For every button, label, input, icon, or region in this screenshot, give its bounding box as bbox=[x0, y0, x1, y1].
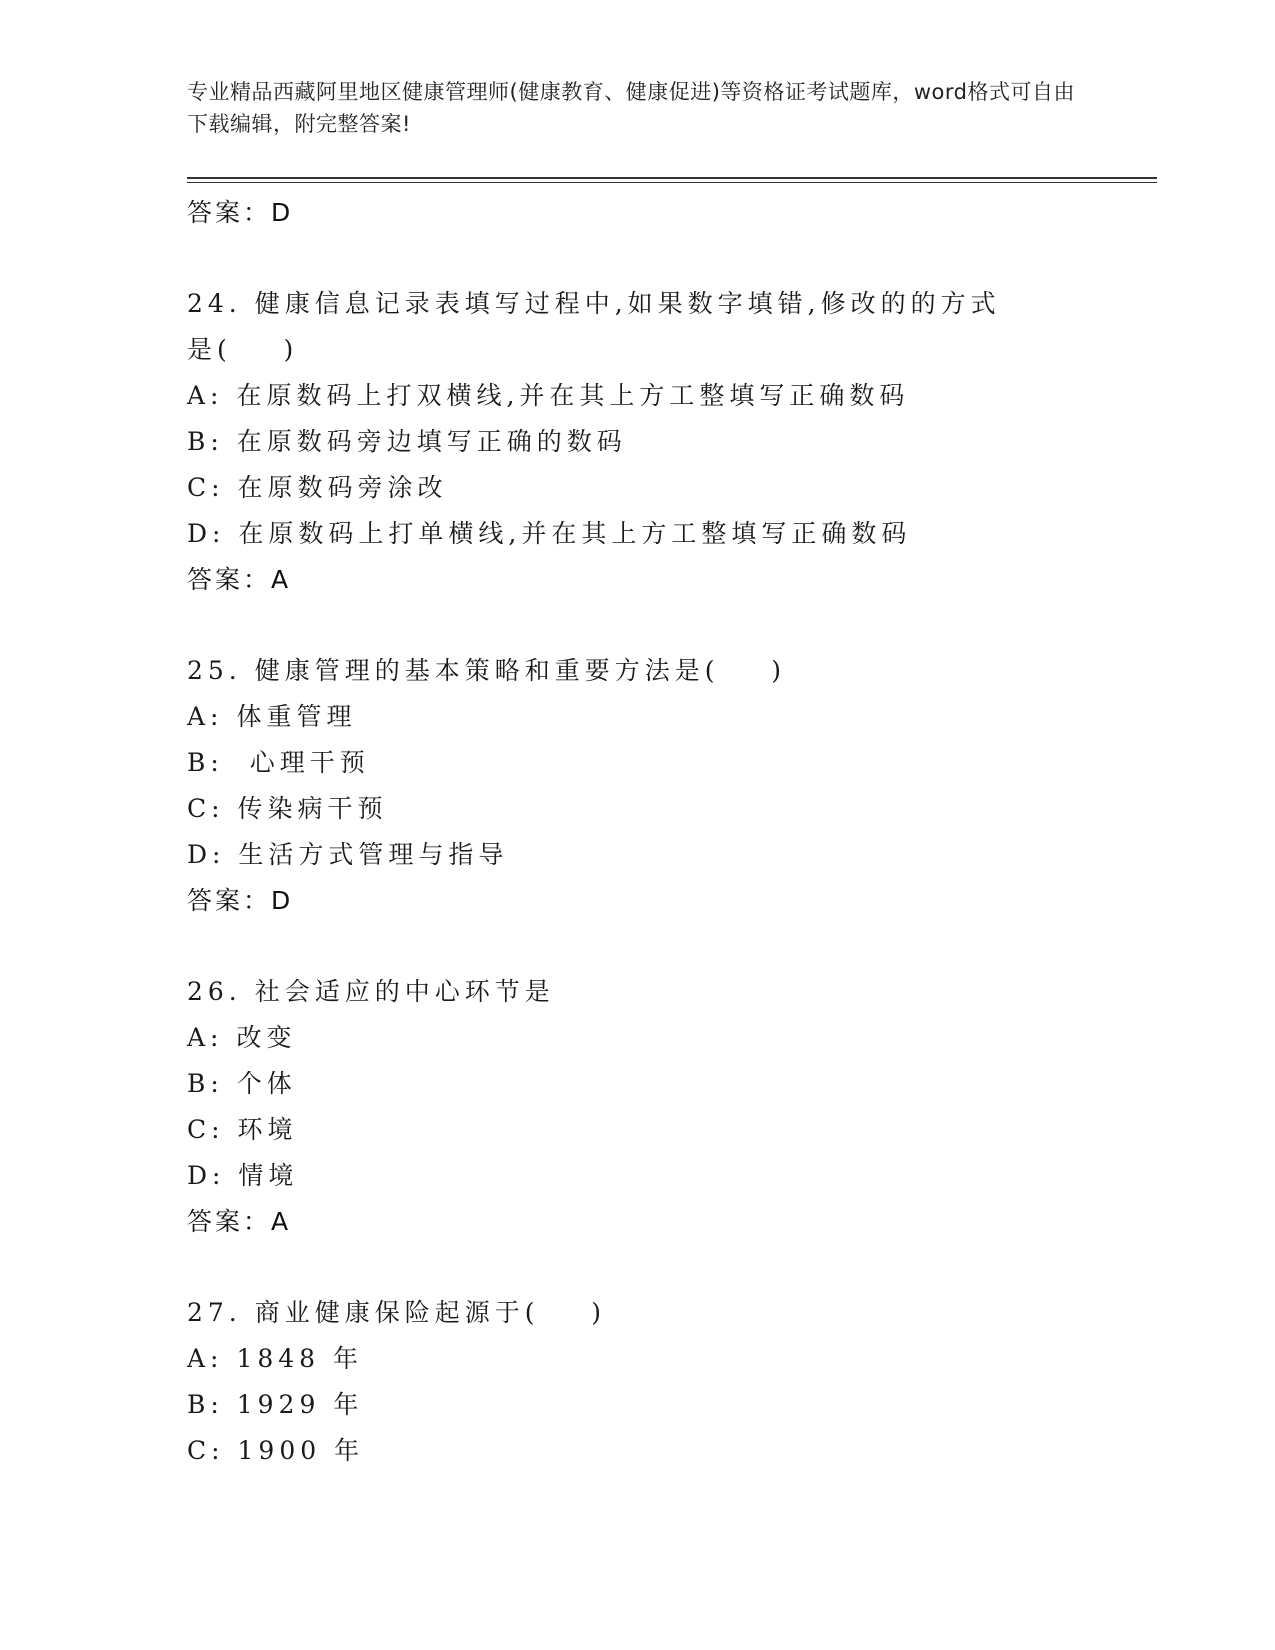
question-text bbox=[187, 969, 1147, 1015]
option-key: A: bbox=[187, 1023, 224, 1052]
document-body bbox=[187, 190, 1147, 1474]
answer-line bbox=[187, 557, 1147, 603]
option-text: 心理干预 bbox=[236, 748, 370, 777]
header-divider-thick bbox=[187, 177, 1157, 179]
option-text: 环境 bbox=[237, 1115, 298, 1144]
option-text: 传染病干预 bbox=[237, 794, 388, 823]
question-block bbox=[187, 648, 1147, 924]
answer-label: 答案： bbox=[187, 1207, 272, 1236]
answer-label: 答案： bbox=[187, 565, 272, 594]
option-key: C: bbox=[187, 1115, 225, 1144]
option-text: 情境 bbox=[238, 1161, 299, 1190]
option-text: 生活方式管理与指导 bbox=[238, 840, 509, 869]
option-key: D: bbox=[187, 519, 226, 548]
option-line bbox=[187, 465, 1147, 511]
option-line bbox=[187, 511, 1147, 557]
option-text: 个体 bbox=[236, 1069, 297, 1098]
question-block bbox=[187, 969, 1147, 1245]
option-key: D: bbox=[187, 1161, 226, 1190]
option-line bbox=[187, 1382, 1147, 1428]
option-key: C: bbox=[187, 794, 225, 823]
option-key: A: bbox=[187, 1344, 224, 1373]
option-text: 在原数码旁边填写正确的数码 bbox=[236, 427, 627, 456]
option-line bbox=[187, 1107, 1147, 1153]
option-key: C: bbox=[187, 1436, 225, 1465]
option-text: 1900 年 bbox=[237, 1436, 365, 1465]
question-number: 24. bbox=[187, 289, 242, 318]
answer-label: 答案： bbox=[187, 198, 272, 227]
spacer bbox=[187, 603, 1147, 648]
question-text bbox=[187, 1290, 1147, 1336]
header-divider-thin bbox=[187, 182, 1157, 183]
question-stem: 社会适应的中心环节是 bbox=[254, 977, 555, 1006]
option-text: 1848 年 bbox=[236, 1344, 364, 1373]
option-key: B: bbox=[187, 427, 224, 456]
option-key: A: bbox=[187, 702, 224, 731]
answer-line bbox=[187, 1199, 1147, 1245]
answer-value: A bbox=[271, 565, 289, 594]
question-block bbox=[187, 1290, 1147, 1474]
question-text bbox=[187, 281, 1007, 373]
question-stem: 健康管理的基本策略和重要方法是( ) bbox=[254, 656, 787, 685]
answer-value: D bbox=[271, 886, 291, 915]
question-stem: 商业健康保险起源于( ) bbox=[254, 1298, 607, 1327]
option-key: A: bbox=[187, 381, 224, 410]
option-line bbox=[187, 694, 1147, 740]
question-number: 26. bbox=[187, 977, 242, 1006]
option-text: 体重管理 bbox=[236, 702, 357, 731]
page-header: 专业精品西藏阿里地区健康管理师(健康教育、健康促进)等资格证考试题库，word格式可自由下载编辑，附完整答案! bbox=[187, 80, 1076, 136]
option-key: D: bbox=[187, 840, 226, 869]
question-stem: 健康信息记录表填写过程中,如果数字填错,修改的的方式是( ) bbox=[187, 289, 1001, 364]
option-line bbox=[187, 1153, 1147, 1199]
option-line bbox=[187, 832, 1147, 878]
question-number: 25. bbox=[187, 656, 242, 685]
option-line bbox=[187, 786, 1147, 832]
spacer bbox=[187, 236, 1147, 281]
answer-label: 答案： bbox=[187, 886, 272, 915]
option-text: 在原数码旁涂改 bbox=[237, 473, 448, 502]
option-text: 1929 年 bbox=[236, 1390, 364, 1419]
spacer bbox=[187, 1245, 1147, 1290]
option-line bbox=[187, 1428, 1147, 1474]
spacer bbox=[187, 924, 1147, 969]
answer-value: A bbox=[271, 1207, 289, 1236]
option-line bbox=[187, 373, 1147, 419]
option-line bbox=[187, 1015, 1147, 1061]
option-text: 在原数码上打双横线,并在其上方工整填写正确数码 bbox=[236, 381, 910, 410]
answer-line bbox=[187, 878, 1147, 924]
option-text: 在原数码上打单横线,并在其上方工整填写正确数码 bbox=[238, 519, 912, 548]
option-key: B: bbox=[187, 1390, 224, 1419]
option-line bbox=[187, 740, 1147, 786]
option-line bbox=[187, 1061, 1147, 1107]
option-line bbox=[187, 1336, 1147, 1382]
option-key: C: bbox=[187, 473, 225, 502]
question-text bbox=[187, 648, 1147, 694]
answer-value: D bbox=[271, 198, 291, 227]
option-key: B: bbox=[187, 1069, 224, 1098]
question-block bbox=[187, 281, 1147, 603]
option-key: B: bbox=[187, 748, 224, 777]
option-text: 改变 bbox=[236, 1023, 297, 1052]
question-number: 27. bbox=[187, 1298, 242, 1327]
answer-line bbox=[187, 190, 1147, 236]
option-line bbox=[187, 419, 1147, 465]
